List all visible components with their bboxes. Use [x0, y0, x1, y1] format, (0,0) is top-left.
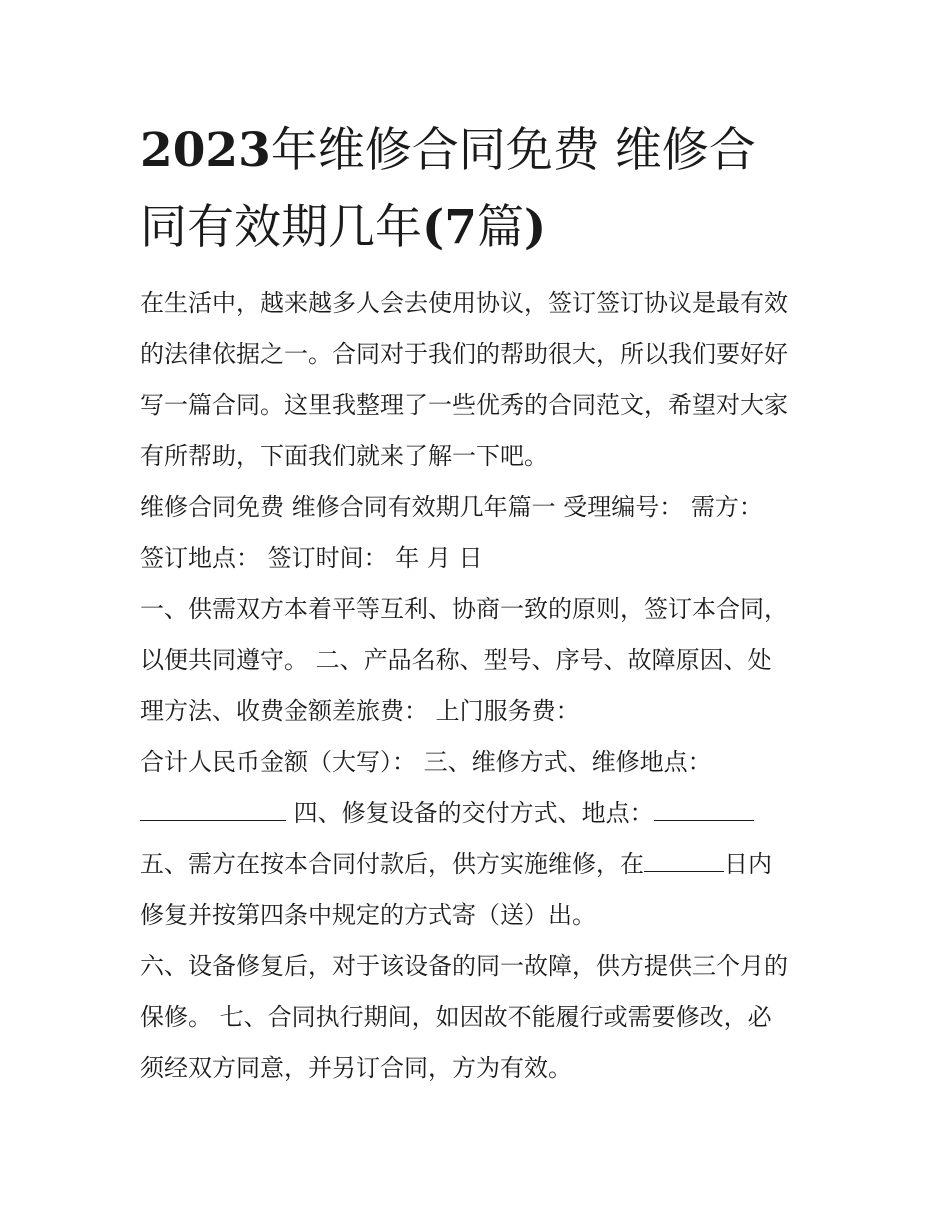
body-line: 修复并按第四条中规定的方式寄（送）出。: [140, 901, 596, 929]
body-line: 保修。 七、合同执行期间，如因故不能履行或需要修改，必: [140, 1003, 772, 1031]
title-line2-text: 同有效期几年: [140, 200, 422, 255]
body-line: 写一篇合同。这里我整理了一些优秀的合同范文，希望对大家: [140, 391, 788, 419]
title-line1-text: 年维修合同免费 维修合: [270, 123, 756, 178]
body-line: 合计人民币金额（大写）： 三、维修方式、维修地点：: [140, 748, 712, 776]
body-line: 理方法、收费金额差旅费： 上门服务费：: [140, 697, 580, 725]
body-line: 须经双方同意，并另订合同，方为有效。: [140, 1054, 572, 1082]
body-line: 签订地点： 签订时间： 年 月 日: [140, 544, 483, 572]
repair-days-clause: 五、需方在按本合同付款后，供方实施维修，在: [140, 850, 644, 878]
fill-in-blank: [140, 796, 286, 821]
repair-days-suffix: 日内: [724, 850, 772, 878]
body-line: 维修合同免费 维修合同有效期几年篇一 受理编号： 需方：: [140, 493, 763, 521]
body-line-with-blank: [140, 839, 820, 890]
document-title: [140, 112, 820, 266]
body-line: 以便共同遵守。 二、产品名称、型号、序号、故障原因、处: [140, 646, 772, 674]
title-year: 2023: [140, 123, 271, 178]
fill-in-blank: [644, 847, 724, 872]
body-line: 在生活中，越来越多人会去使用协议，签订签订协议是最有效: [140, 289, 788, 317]
body-line: 一、供需双方本着平等互利、协商一致的原则，签订本合同，: [140, 595, 788, 623]
body-line-with-blanks: [140, 788, 820, 839]
document-body: [140, 278, 820, 1094]
body-line: 的法律依据之一。合同对于我们的帮助很大，所以我们要好好: [140, 340, 788, 368]
title-count-unit: 篇: [476, 200, 524, 255]
title-count-close: ): [523, 200, 547, 255]
body-line: 有所帮助，下面我们就来了解一下吧。: [140, 442, 548, 470]
delivery-clause: 四、修复设备的交付方式、地点：: [293, 799, 654, 827]
fill-in-blank: [654, 796, 754, 821]
title-count-open: (7: [422, 200, 477, 255]
body-line: 六、设备修复后，对于该设备的同一故障，供方提供三个月的: [140, 952, 788, 980]
